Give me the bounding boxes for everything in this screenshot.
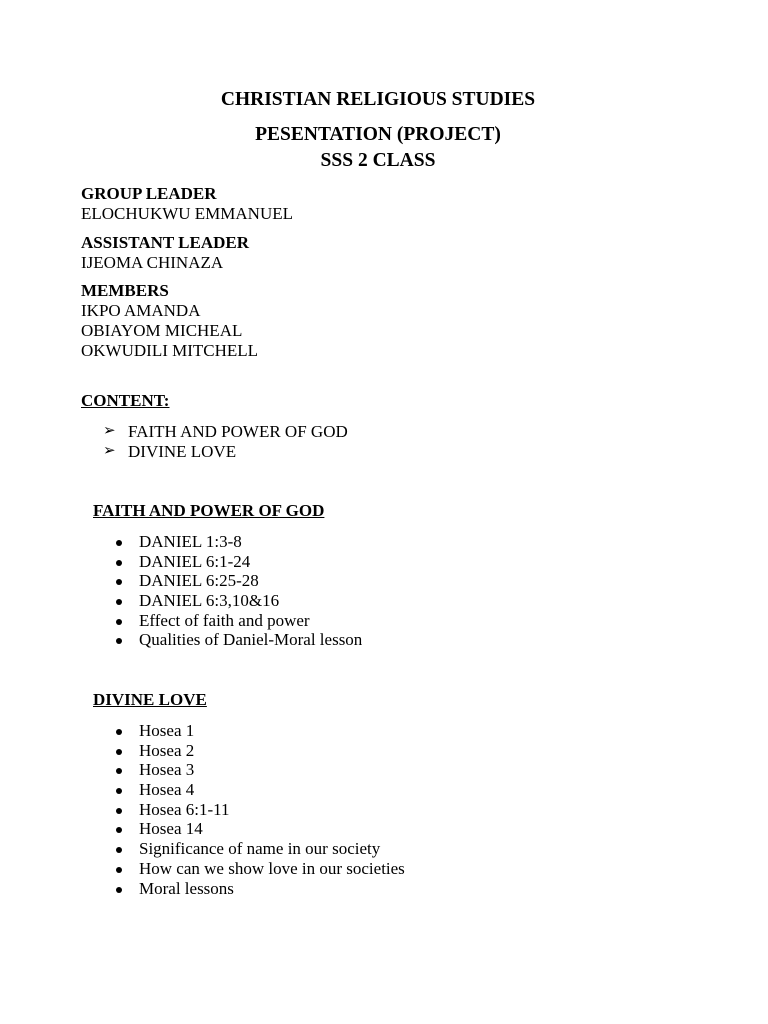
bullet-dot-icon	[116, 540, 122, 546]
bullet-dot-icon	[116, 619, 122, 625]
list-item	[113, 552, 362, 572]
document-title: CHRISTIAN RELIGIOUS STUDIES	[220, 89, 536, 110]
list-item	[113, 721, 405, 741]
bullet-dot-icon	[116, 788, 122, 794]
bullet-dot-icon	[116, 579, 122, 585]
member-name: IKPO AMANDA	[81, 301, 201, 320]
list-item	[113, 760, 405, 780]
list-item	[113, 819, 405, 839]
list-item	[113, 532, 362, 552]
group-leader-heading: GROUP LEADER	[81, 184, 217, 203]
list-item	[113, 800, 405, 820]
list-item-label: Effect of faith and power	[139, 610, 310, 630]
list-item-label: Hosea 4	[139, 780, 195, 800]
list-item-label: Hosea 3	[139, 760, 195, 780]
bullet-dot-icon	[116, 560, 122, 566]
list-item-label: DANIEL 6:25-28	[139, 571, 259, 591]
list-item-label: Moral lessons	[139, 878, 234, 898]
love-section-heading: DIVINE LOVE	[93, 690, 207, 709]
bullet-dot-icon	[116, 768, 122, 774]
class-label: SSS 2 CLASS	[320, 150, 436, 171]
list-item-label: How can we show love in our societies	[139, 858, 405, 878]
list-item-label: Qualities of Daniel-Moral lesson	[139, 630, 363, 650]
list-item-label: Hosea 2	[139, 740, 195, 760]
list-item-label: Hosea 6:1-11	[139, 799, 230, 819]
list-item	[103, 442, 348, 462]
list-item	[113, 611, 362, 631]
list-item	[103, 422, 348, 442]
bullet-dot-icon	[116, 749, 122, 755]
love-section-list	[113, 721, 405, 898]
bullet-dot-icon	[116, 638, 122, 644]
member-name: OKWUDILI MITCHELL	[81, 341, 259, 360]
members-heading: MEMBERS	[81, 281, 169, 300]
list-item	[113, 741, 405, 761]
faith-section-list	[113, 532, 362, 650]
list-item	[113, 839, 405, 859]
list-item-label: DANIEL 1:3-8	[139, 532, 242, 551]
member-name: OBIAYOM MICHEAL	[81, 321, 243, 340]
list-item-label: DANIEL 6:3,10&16	[139, 591, 280, 611]
bullet-dot-icon	[116, 599, 122, 605]
list-item	[113, 630, 362, 650]
list-item-label: Hosea 14	[139, 819, 203, 839]
list-item-label: DANIEL 6:1-24	[139, 551, 251, 571]
faith-section-heading: FAITH AND POWER OF GOD	[93, 501, 325, 520]
list-item-label: FAITH AND POWER OF GOD	[128, 422, 348, 441]
content-heading: CONTENT:	[81, 391, 170, 410]
arrow-bullet-icon: ➢	[103, 442, 116, 459]
list-item	[113, 591, 362, 611]
list-item	[113, 780, 405, 800]
assistant-leader-heading: ASSISTANT LEADER	[81, 233, 250, 252]
bullet-dot-icon	[116, 867, 122, 873]
content-list	[103, 422, 348, 461]
document-subtitle: PESENTATION (PROJECT)	[255, 124, 501, 145]
list-item	[113, 879, 405, 899]
bullet-dot-icon	[116, 808, 122, 814]
list-item-label: Hosea 1	[139, 721, 195, 740]
arrow-bullet-icon: ➢	[103, 423, 116, 439]
group-leader-name: ELOCHUKWU EMMANUEL	[81, 204, 294, 223]
bullet-dot-icon	[116, 827, 122, 833]
list-item	[113, 859, 405, 879]
list-item-label: Significance of name in our society	[139, 839, 381, 859]
list-item	[113, 571, 362, 591]
bullet-dot-icon	[116, 729, 122, 735]
bullet-dot-icon	[116, 847, 122, 853]
bullet-dot-icon	[116, 887, 122, 893]
assistant-leader-name: IJEOMA CHINAZA	[81, 253, 224, 272]
list-item-label: DIVINE LOVE	[128, 441, 237, 461]
